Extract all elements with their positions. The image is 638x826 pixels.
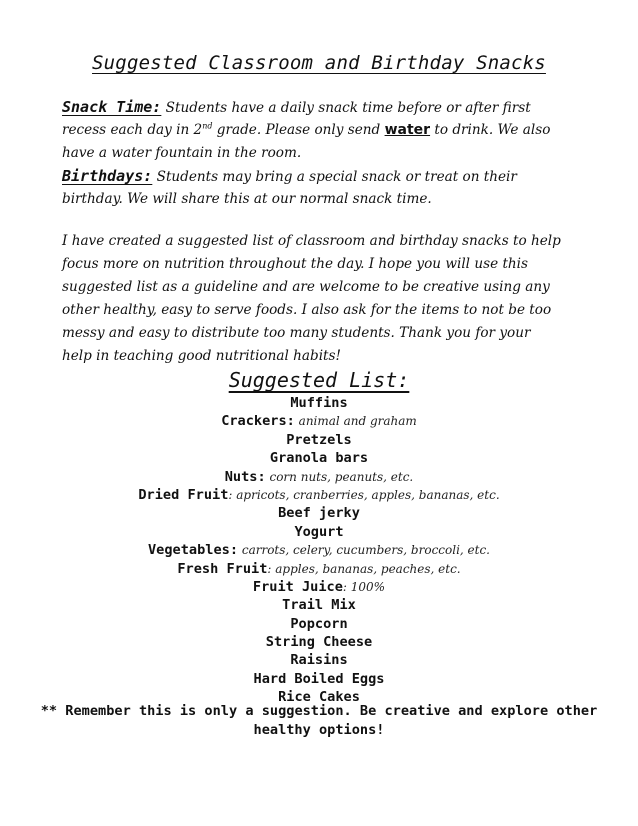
remember-line-2: healthy options! bbox=[253, 722, 385, 738]
item-name: Fresh Fruit bbox=[177, 560, 268, 577]
item-desc: : apples, bananas, peaches, etc. bbox=[267, 561, 461, 576]
birthdays-line-1 bbox=[62, 165, 582, 188]
list-item bbox=[0, 595, 638, 613]
snack-time-line-1 bbox=[62, 96, 582, 119]
item-name: Crackers: bbox=[221, 413, 295, 430]
birthdays-text-a: Students may bring a special snack or treat on their bbox=[152, 169, 517, 185]
snack-time-label: Snack Time: bbox=[62, 98, 162, 116]
item-desc: corn nuts, peanuts, etc. bbox=[265, 469, 414, 484]
item-name: Hard Boiled Eggs bbox=[253, 670, 385, 687]
page-title: Suggested Classroom and Birthday Snacks bbox=[92, 52, 546, 74]
list-item bbox=[0, 448, 638, 466]
item-name: Beef jerky bbox=[278, 505, 360, 522]
item-desc: carrots, celery, cucumbers, broccoli, etc. bbox=[238, 543, 490, 558]
snack-time-text-e: have a water fountain in the room. bbox=[62, 145, 302, 161]
list-item bbox=[0, 540, 638, 558]
item-name: Trail Mix bbox=[282, 597, 356, 614]
list-item bbox=[0, 522, 638, 540]
intro-paragraph bbox=[62, 230, 582, 368]
birthdays-line-2 bbox=[62, 188, 582, 211]
item-name: Nuts: bbox=[224, 468, 266, 485]
birthdays-label: Birthdays: bbox=[62, 167, 153, 185]
list-item bbox=[0, 430, 638, 448]
snack-time-text-d: to drink. We also bbox=[430, 122, 551, 138]
snack-time-line-3 bbox=[62, 142, 582, 165]
paragraph-line: focus more on nutrition throughout the day. I hope you will use this bbox=[62, 256, 528, 272]
item-name: Vegetables: bbox=[148, 542, 239, 559]
item-name: Rice Cakes bbox=[278, 689, 360, 706]
item-name: Dried Fruit bbox=[138, 486, 229, 503]
item-name: Pretzels bbox=[286, 431, 352, 448]
list-item bbox=[0, 650, 638, 668]
item-name: Yogurt bbox=[294, 523, 344, 540]
grade-superscript: nd bbox=[202, 121, 213, 131]
item-name: String Cheese bbox=[265, 634, 373, 651]
list-item bbox=[0, 559, 638, 577]
paragraph-line: messy and easy to distribute too many students. Thank you for your bbox=[62, 325, 531, 341]
list-item bbox=[0, 632, 638, 650]
suggested-list-heading: Suggested List: bbox=[228, 368, 410, 392]
remember-line-1: ** Remember this is only a suggestion. Be creative and explore other bbox=[40, 703, 598, 719]
list-item bbox=[0, 577, 638, 595]
snack-time-text-c: grade. Please only send bbox=[212, 122, 385, 138]
paragraph-line: I have created a suggested list of classroom and birthday snacks to help bbox=[62, 233, 561, 249]
paragraph-line: other healthy, easy to serve foods. I also ask for the items to not be too bbox=[62, 302, 552, 318]
list-item bbox=[0, 467, 638, 485]
item-desc: animal and graham bbox=[294, 414, 417, 429]
intro-section bbox=[62, 96, 582, 211]
item-name: Fruit Juice bbox=[252, 578, 343, 595]
remember-note bbox=[0, 702, 638, 740]
item-desc: : apricots, cranberries, apples, bananas, etc. bbox=[228, 487, 500, 502]
item-name: Popcorn bbox=[290, 615, 348, 632]
list-item bbox=[0, 614, 638, 632]
list-item bbox=[0, 503, 638, 521]
snack-list bbox=[0, 393, 638, 706]
item-name: Raisins bbox=[290, 652, 348, 669]
paragraph-line: suggested list as a guideline and are welcome to be creative using any bbox=[62, 279, 550, 295]
list-item bbox=[0, 411, 638, 429]
item-name: Granola bars bbox=[269, 450, 369, 467]
snack-time-line-2 bbox=[62, 119, 582, 142]
list-item bbox=[0, 485, 638, 503]
birthdays-text-b: birthday. We will share this at our normal snack time. bbox=[62, 191, 432, 207]
water-emphasis: water bbox=[384, 122, 431, 138]
item-name: Muffins bbox=[290, 395, 348, 411]
snack-time-text-b: recess each day in 2 bbox=[62, 122, 203, 138]
list-item bbox=[0, 393, 638, 411]
snack-time-text-a: Students have a daily snack time before or after first bbox=[161, 100, 531, 116]
list-item bbox=[0, 669, 638, 687]
item-desc: : 100% bbox=[342, 579, 386, 594]
paragraph-line: help in teaching good nutritional habits! bbox=[62, 348, 341, 364]
